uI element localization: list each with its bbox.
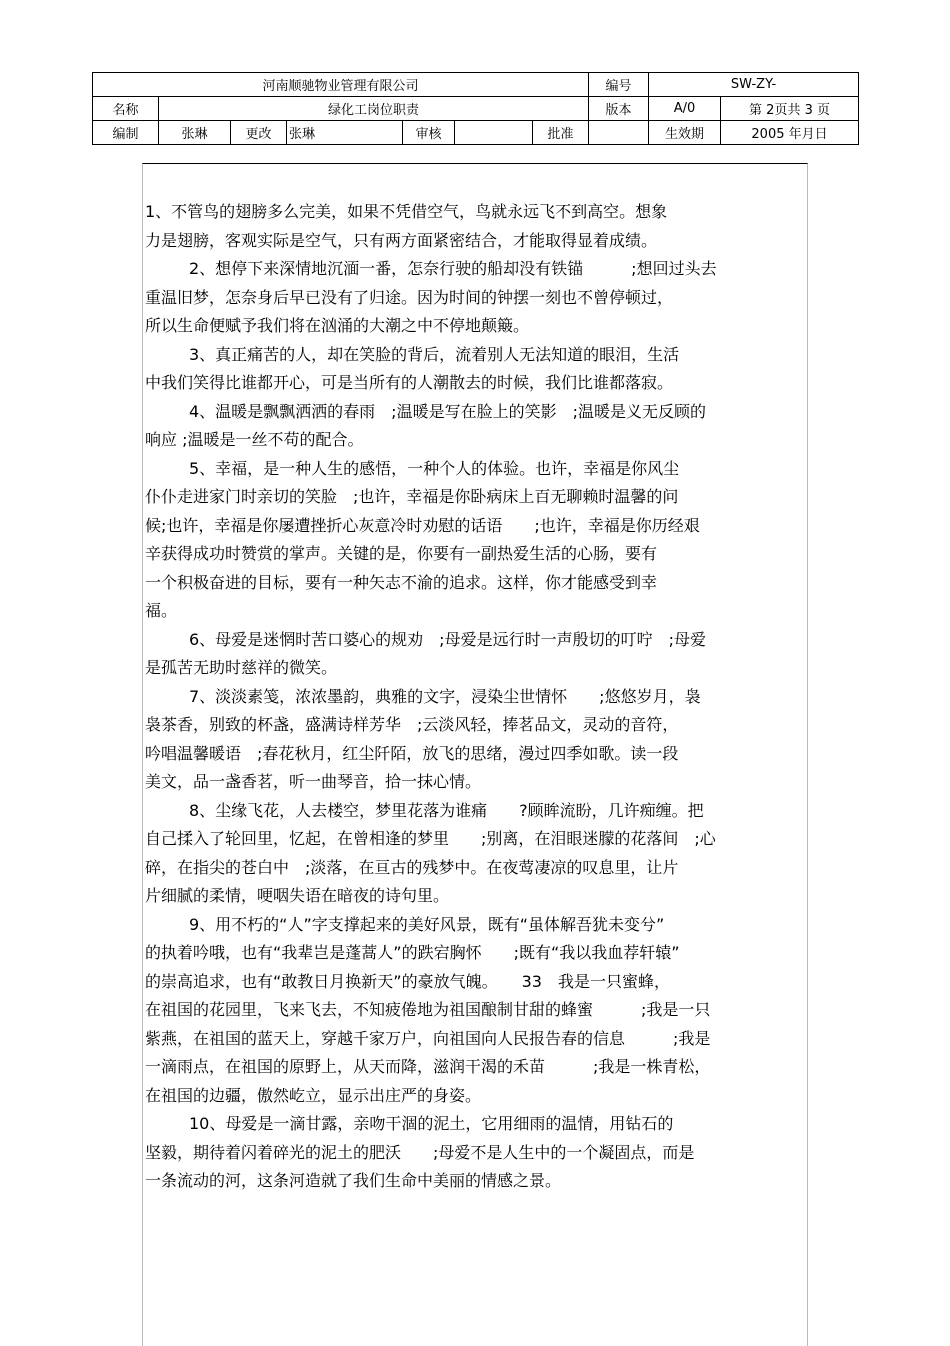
- text-line: 候;也许，幸福是你屡遭挫折心灰意冷时劝慰的话语 ;也许，幸福是你历经艰: [145, 515, 700, 535]
- text-line: 响应 ;温暖是一丝不苟的配合。: [145, 430, 364, 449]
- text-line: 3、真正痛苦的人，却在笑脸的背后，流着别人无法知道的眼泪，生活: [189, 344, 680, 364]
- text-line: 2、想停下来深情地沉湎一番，怎奈行驶的船却没有铁锚 ;想回过头去: [189, 259, 717, 278]
- text-line: 在祖国的边疆，傲然屹立，显示出庄严的身姿。: [145, 1085, 482, 1105]
- text-line: 一个积极奋进的目标，要有一种矢志不渝的追求。这样，你才能感受到幸: [145, 572, 658, 592]
- text-line: 仆仆走进家门时亲切的笑脸 ;也许，幸福是你卧病床上百无聊赖时温馨的问: [145, 487, 679, 506]
- text-line: 8、尘缘飞花，人去楼空，梦里花落为谁痛 ?顾眸流盼，几许痴缠。把: [189, 800, 704, 820]
- text-line: 碎，在指尖的苍白中 ;淡落，在亘古的残梦中。在夜莺凄凉的叹息里，让片: [145, 857, 679, 877]
- company-name: 河南顺驰物业管理有限公司: [93, 73, 589, 97]
- version-label: 版本: [589, 97, 649, 121]
- text-line: 的崇高追求，也有“敢教日月换新天”的豪放气魄。 33 我是一只蜜蜂，: [145, 971, 670, 991]
- text-line: 10、母爱是一滴甘露，亲吻干涸的泥土，它用细雨的温情，用钻石的: [189, 1114, 674, 1133]
- text-line: 一条流动的河，这条河造就了我们生命中美丽的情感之景。: [145, 1171, 562, 1190]
- approve-label: 批准: [533, 121, 589, 145]
- editor-label: 编制: [93, 121, 159, 145]
- text-line: 美文，品一盏香茗，听一曲琴音，拾一抹心情。: [145, 772, 482, 791]
- text-line: 一滴雨点，在祖国的原野上，从天而降，滋润干渴的禾苗 ;我是一株青松，: [145, 1057, 711, 1076]
- document-header-table: [92, 72, 859, 145]
- effective-label: 生效期: [649, 121, 721, 145]
- text-line: 5、幸福，是一种人生的感悟，一种个人的体验。也许，幸福是你风尘: [189, 458, 680, 478]
- change-label: 更改: [231, 121, 287, 145]
- editor-value: 张琳: [159, 121, 231, 145]
- document-body: [145, 198, 807, 1196]
- text-line: 是孤苦无助时慈祥的微笑。: [145, 658, 338, 677]
- text-line: 1、不管鸟的翅膀多么完美，如果不凭借空气，鸟就永远飞不到高空。想象: [145, 202, 668, 221]
- name-label: 名称: [93, 97, 159, 121]
- name-value: 绿化工岗位职责: [159, 97, 589, 121]
- code-label: 编号: [589, 73, 649, 97]
- text-line: 的执着吟哦，也有“我辈岂是蓬蒿人”的跌宕胸怀 ;既有“我以我血荐轩辕”: [145, 943, 680, 962]
- text-line: 片细腻的柔情，哽咽失语在暗夜的诗句里。: [145, 886, 450, 905]
- code-value: SW-ZY-: [649, 73, 859, 97]
- text-line: 坚毅，期待着闪着碎光的泥土的肥沃 ;母爱不是人生中的一个凝固点，而是: [145, 1142, 695, 1162]
- text-line: 所以生命便赋予我们将在汹涌的大潮之中不停地颠簸。: [145, 316, 530, 335]
- change-value: 张琳: [287, 121, 403, 145]
- text-line: 在祖国的花园里，飞来飞去，不知疲倦地为祖国酿制甘甜的蜂蜜 ;我是一只: [145, 1000, 711, 1019]
- text-line: 袅茶香，别致的杯盏，盛满诗样芳华 ;云淡风轻，捧茗品文，灵动的音符，: [145, 715, 679, 734]
- text-line: 重温旧梦，怎奈身后早已没有了归途。因为时间的钟摆一刻也不曾停顿过，: [145, 287, 674, 307]
- text-line: 自己揉入了轮回里，忆起，在曾相逢的梦里 ;别离，在泪眼迷朦的花落间 ;心: [145, 829, 716, 848]
- text-line: 吟唱温馨暖语 ;春花秋月，红尘阡陌，放飞的思绪，漫过四季如歌。读一段: [145, 743, 679, 763]
- text-line: 7、淡淡素笺，浓浓墨韵，典雅的文字，浸染尘世情怀 ;悠悠岁月，袅: [189, 686, 701, 706]
- text-line: 紫燕，在祖国的蓝天上，穿越千家万户，向祖国向人民报告春的信息 ;我是: [145, 1028, 711, 1048]
- text-line: 9、用不朽的“人”字支撑起来的美好风景，既有“虽体解吾犹未变兮”: [189, 914, 665, 934]
- page-info: 第 2页共 3 页: [721, 97, 859, 121]
- effective-value: 2005 年月日: [721, 121, 859, 145]
- text-line: 力是翅膀，客观实际是空气，只有两方面紧密结合，才能取得显着成绩。: [145, 230, 658, 250]
- version-value: A/0: [649, 97, 721, 121]
- text-line: 4、温暖是飘飘洒洒的春雨 ;温暖是写在脸上的笑影 ;温暖是义无反顾的: [189, 401, 706, 421]
- text-line: 6、母爱是迷惘时苦口婆心的规劝 ;母爱是远行时一声殷切的叮咛 ;母爱: [189, 629, 706, 649]
- text-line: 福。: [145, 601, 178, 620]
- text-line: 中我们笑得比谁都开心，可是当所有的人潮散去的时候，我们比谁都落寂。: [145, 373, 674, 392]
- text-line: 辛获得成功时赞赏的掌声。关键的是，你要有一副热爱生活的心肠，要有: [145, 544, 658, 563]
- review-label: 审核: [403, 121, 455, 145]
- approve-value: [589, 121, 649, 145]
- review-value: [455, 121, 533, 145]
